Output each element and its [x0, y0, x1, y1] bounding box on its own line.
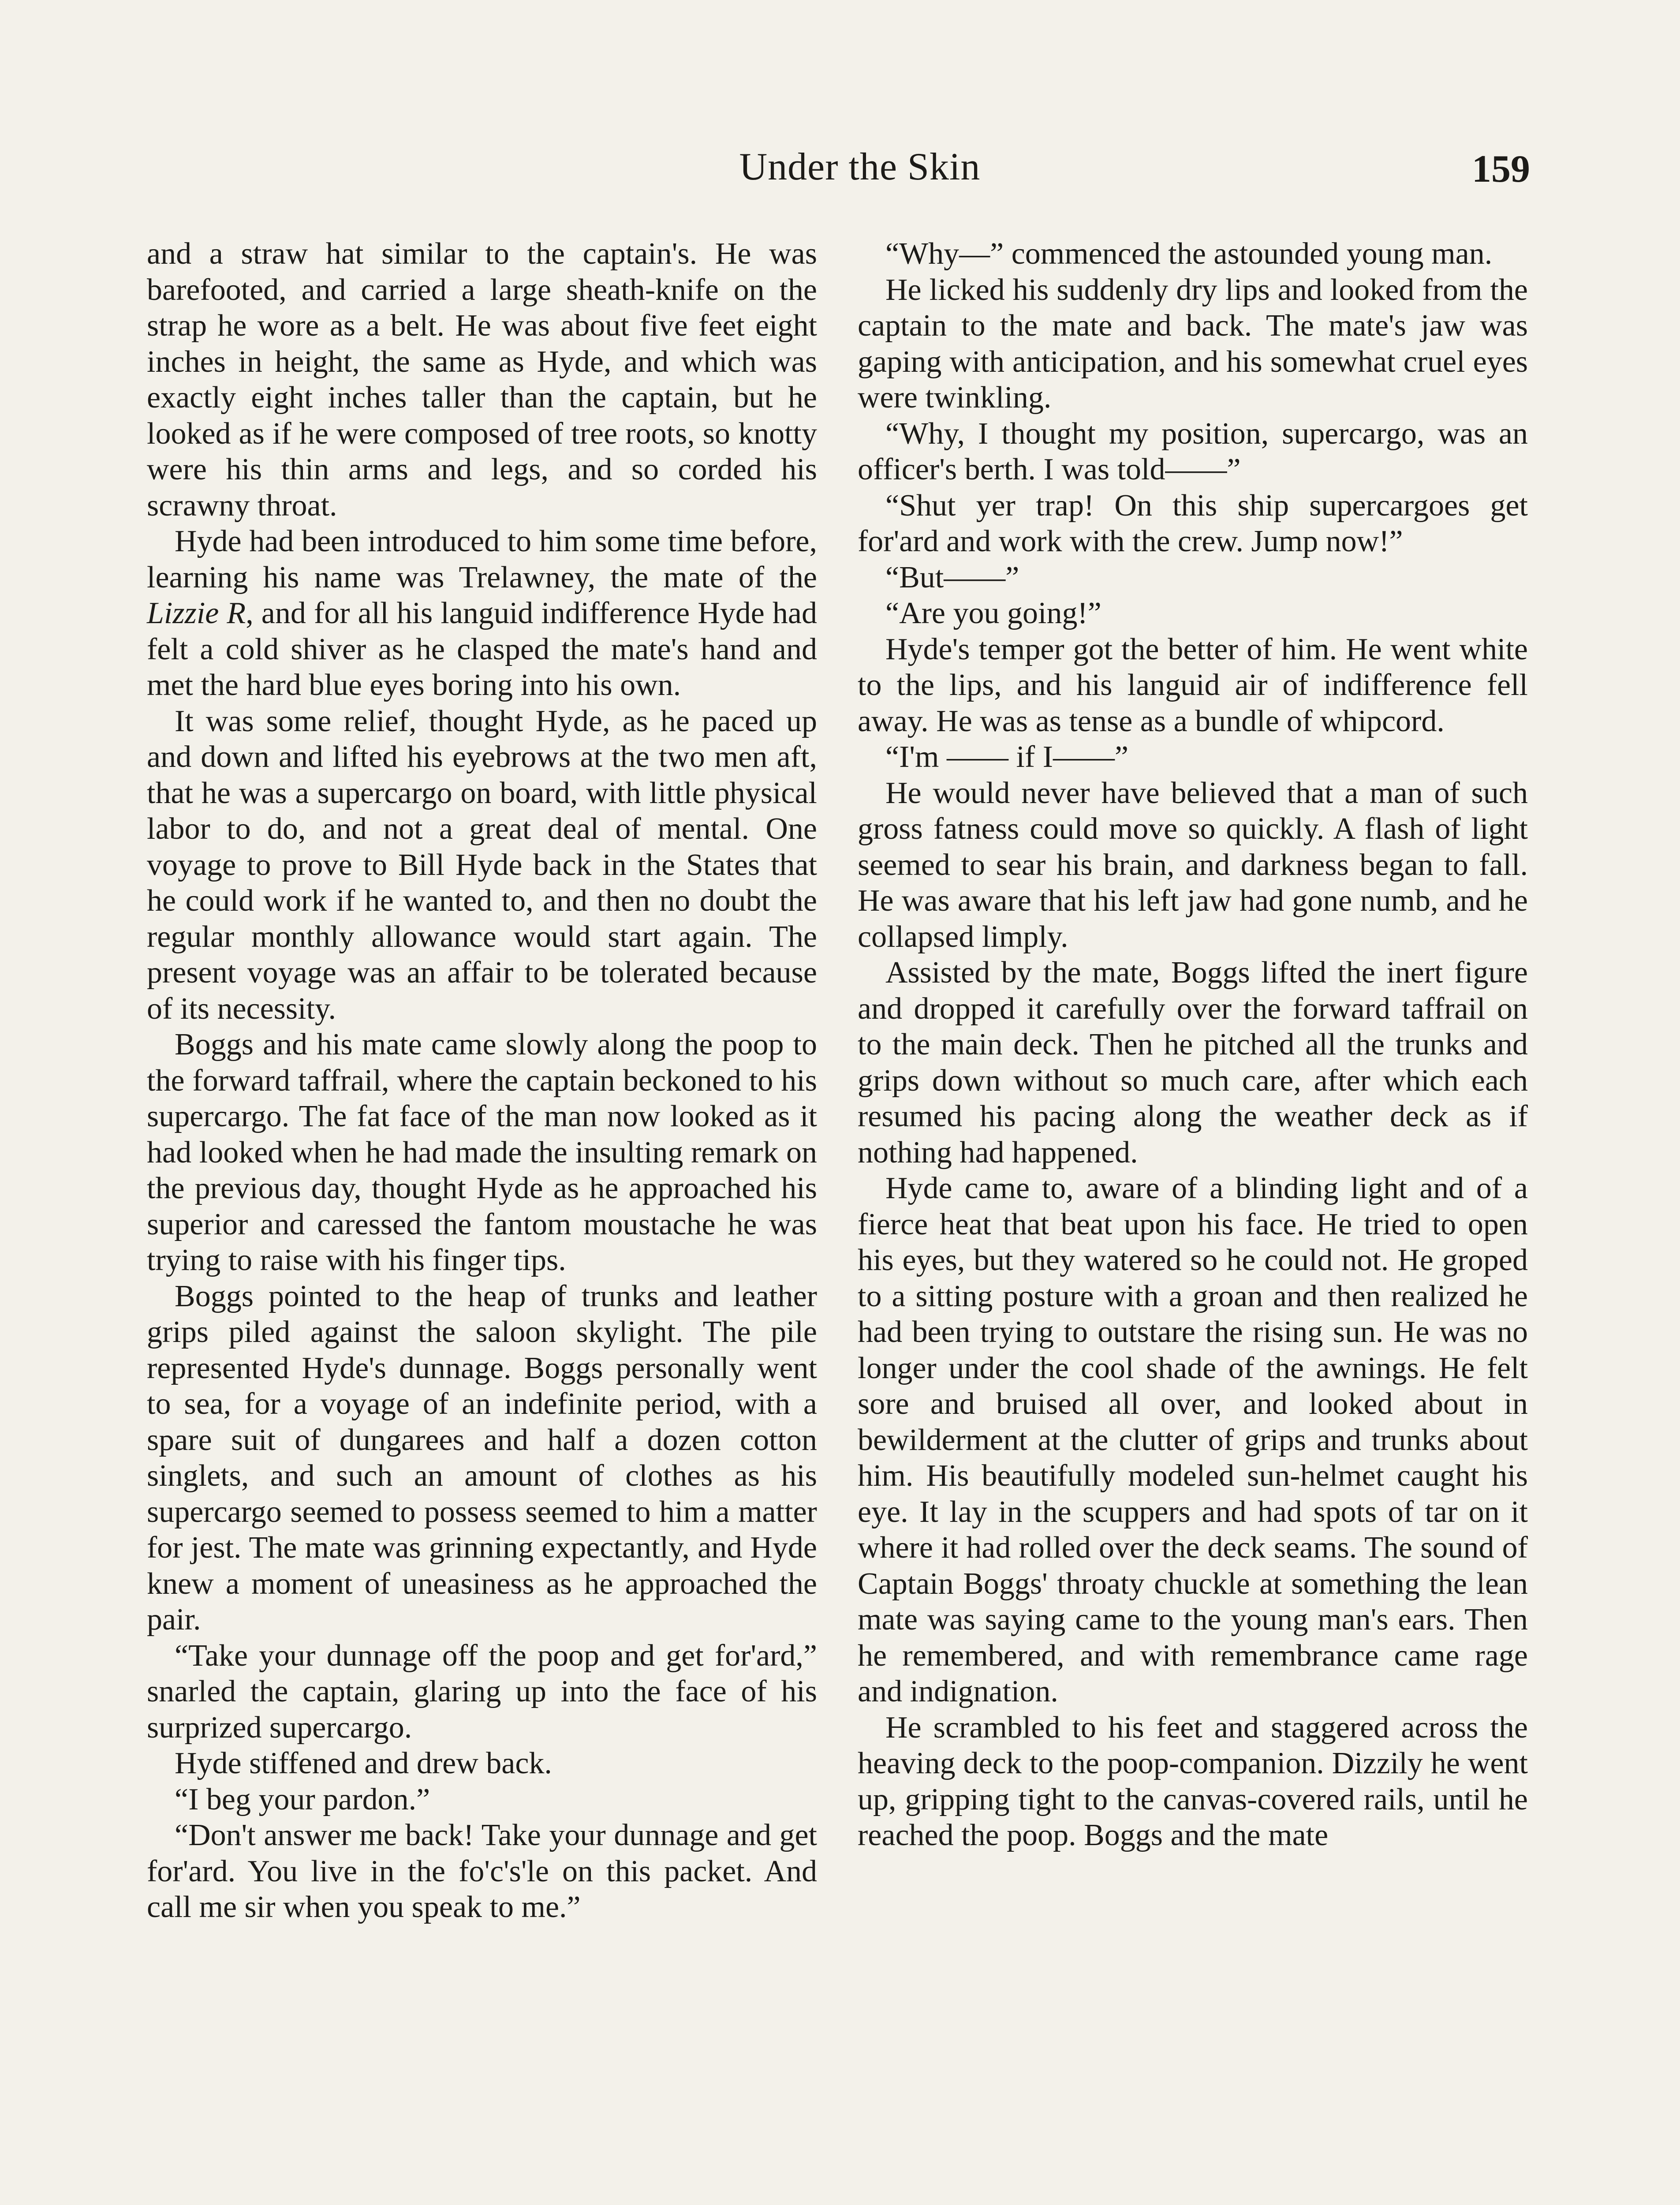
paragraph: Assisted by the mate, Boggs lifted the inert figure and dropped it carefully over the forward taffrail on to the main deck. Then he pitched all the trunks and grips down without so much care, after which each resumed his pacing along the weather deck as if nothing had happened. — [858, 956, 1528, 1170]
paragraph: “Are you going!” — [885, 596, 1101, 630]
ship-name: Lizzie R — [147, 596, 246, 630]
paragraph: “I beg your pardon.” — [175, 1782, 430, 1816]
paragraph — [147, 523, 817, 703]
right-column — [858, 236, 1528, 1854]
paragraph: It was some relief, thought Hyde, as he paced up and down and lifted his eyebrows at the two men aft, that he was a supercargo on board, with little physical labor to do, and not a great deal of mental. One voyage to prove to Bill Hyde back in the States that he could work if he wanted to, and then no doubt the regular monthly allowance would start again. The present voyage was an affair to be tolerated because of its necessity. — [147, 704, 817, 1026]
paragraph: Hyde stiffened and drew back. — [175, 1746, 552, 1780]
paragraph: He would never have believed that a man of such gross fatness could move so quickly. A flash of light seemed to sear his brain, and darkness began to fall. He was aware that his left jaw had gone numb, and he collapsed limply. — [858, 776, 1528, 954]
text-run: Hyde had been introduced to him some time before, learning his name was Trelawney, the mate of the — [147, 524, 817, 594]
page-number: 159 — [1472, 148, 1530, 191]
paragraph: He scrambled to his feet and staggered across the heaving deck to the poop-companion. Dizzily he went up, gripping tight to the canvas-covered rails, until he reached the poop. Boggs and the mate — [858, 1710, 1528, 1852]
paragraph: “But——” — [885, 560, 1019, 594]
paragraph: and a straw hat similar to the captain's. He was barefooted, and carried a large sheath-knife on the strap he wore as a belt. He was about five feet eight inches in height, the same as Hyde, and which was exactly eight inches taller than the captain, but he looked as if he were composed of tree roots, so knotty were his thin arms and legs, and so corded his scrawny throat. — [147, 237, 817, 523]
paragraph: Hyde's temper got the better of him. He went white to the lips, and his languid air of indifference fell away. He was as tense as a bundle of whipcord. — [858, 632, 1528, 738]
left-column — [147, 236, 817, 1925]
paragraph: Boggs and his mate came slowly along the poop to the forward taffrail, where the captain beckoned to his supercargo. The fat face of the man now looked as it had looked when he had made the insulting remark on the previous day, thought Hyde as he approached his superior and caressed the fantom moustache he was trying to raise with his finger tips. — [147, 1028, 817, 1277]
paragraph: “I'm —— if I——” — [885, 740, 1129, 774]
paragraph: “Why—” commenced the astounded young man. — [885, 237, 1493, 271]
paragraph: He licked his suddenly dry lips and looked from the captain to the mate and back. The mate's jaw was gaping with anticipation, and his somewhat cruel eyes were twinkling. — [858, 273, 1528, 415]
paragraph: “Why, I thought my position, supercargo, was an officer's berth. I was told——” — [858, 416, 1528, 486]
paragraph: “Take your dunnage off the poop and get for'ard,” snarled the captain, glaring up into the face of his surprized supercargo. — [147, 1638, 817, 1745]
text-run: , and for all his languid indifference Hyde had felt a cold shiver as he clasped the mate's hand and met the hard blue eyes boring into his own. — [147, 596, 818, 702]
paragraph: “Shut yer trap! On this ship supercargoes get for'ard and work with the crew. Jump now!” — [858, 488, 1528, 558]
paragraph: Hyde came to, aware of a blinding light and of a fierce heat that beat upon his face. He tried to open his eyes, but they watered so he could not. He groped to a sitting posture with a groan and then realized he had been trying to outstare the rising sun. He was no longer under the cool shade of the awnings. He felt sore and bruised all over, and looked about in bewilderment at the clutter of grips and trunks about him. His beautifully modeled sun-helmet caught his eye. It lay in the scuppers and had spots of tar on it where it had rolled over the deck seams. The sound of Captain Boggs' throaty chuckle at something the lean mate was saying came to the young man's ears. Then he remembered, and with remembrance came rage and indignation. — [858, 1171, 1528, 1708]
paragraph: “Don't answer me back! Take your dunnage and get for'ard. You live in the fo'c's'le on this packet. And call me sir when you speak to me.” — [147, 1818, 817, 1924]
running-title: Under the Skin — [739, 146, 981, 188]
paragraph: Boggs pointed to the heap of trunks and leather grips piled against the saloon skylight. The pile represented Hyde's dunnage. Boggs personally went to sea, for a voyage of an indefinite period, with a spare suit of dungarees and half a dozen cotton singlets, and such an amount of clothes as his supercargo seemed to possess seemed to him a matter for jest. The mate was grinning expectantly, and Hyde knew a moment of uneasiness as he approached the pair. — [147, 1279, 817, 1637]
